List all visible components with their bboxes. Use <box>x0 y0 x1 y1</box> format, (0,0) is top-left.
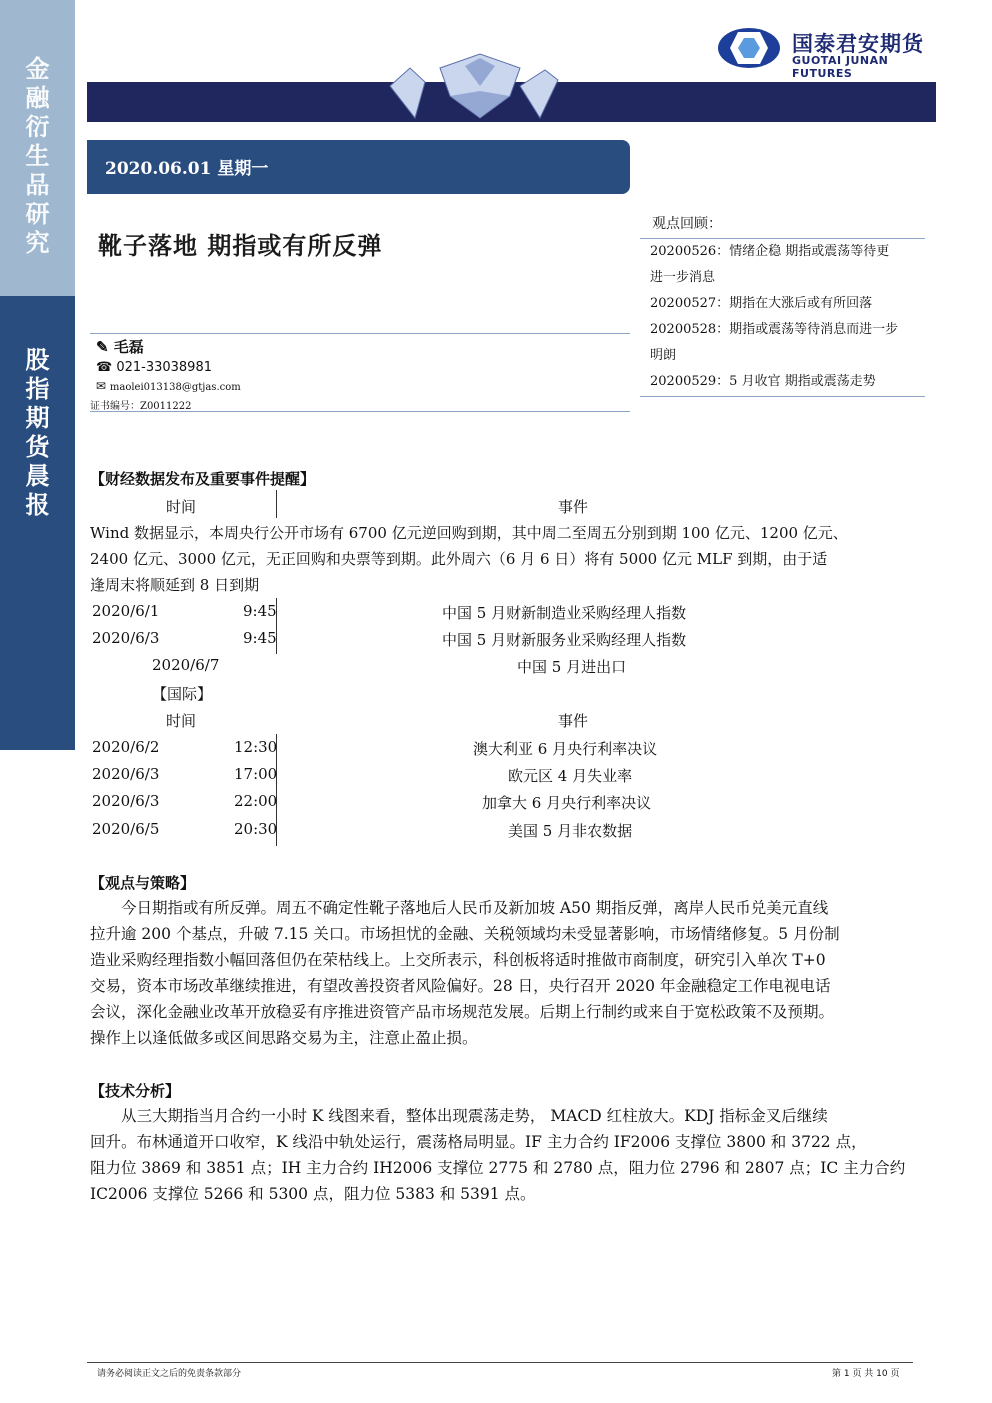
review-item: 进一步消息 <box>650 270 716 285</box>
strategy-line: 造业采购经理指数小幅回落但仍在荣枯线上。上交所表示，科创板将适时推做市商制度，研究引入单次 T+0 <box>90 951 826 969</box>
diamond-decoration-icon <box>370 46 570 126</box>
event-name: 欧元区 4 月失业率 <box>508 767 633 785</box>
event-name: 美国 5 月非农数据 <box>508 822 633 840</box>
technical-paragraph <box>90 1103 912 1207</box>
strategy-line: 操作上以逢低做多或区间思路交易为主，注意止盈止损。 <box>90 1029 478 1047</box>
logo-emblem-icon <box>716 26 782 70</box>
event-date: 2020/6/3 <box>92 629 160 647</box>
author-email-row <box>96 379 241 393</box>
sidebar-char: 金 <box>25 55 50 83</box>
footer-divider <box>87 1362 913 1363</box>
sidebar-char: 究 <box>25 229 50 257</box>
event-date: 2020/6/3 <box>92 765 160 783</box>
author-phone-row <box>96 360 212 375</box>
strategy-line: 交易，资本市场改革继续推进，有望改善投资者风险偏好。28 日，央行召开 2020 年金融稳定工作电视电话 <box>90 977 831 995</box>
sidebar-label-report-type <box>0 346 75 520</box>
event-time: 12:30 <box>234 738 278 756</box>
technical-line: 回升。布林通道开口收窄，K 线沿中轨处运行，震荡格局明显。IF 主力合约 IF2006 支撑位 3800 和 3722 点， <box>90 1133 867 1151</box>
author-email: maolei013138@gtjas.com <box>109 382 241 393</box>
sidebar-label-research <box>0 55 75 258</box>
report-title: 靴子落地 期指或有所反弹 <box>98 231 383 260</box>
date-banner <box>87 140 630 194</box>
logo-text-en: GUOTAI JUNAN FUTURES <box>792 54 889 80</box>
review-divider <box>640 396 925 397</box>
sidebar-char: 指 <box>25 375 50 403</box>
review-item: 明朗 <box>650 348 677 363</box>
technical-line: 阻力位 3869 和 3851 点；IH 主力合约 IH2006 支撑位 2775 和 2780 点，阻力位 2796 和 2807 点；IC 主力合约 <box>90 1159 906 1177</box>
strategy-line: 拉升逾 200 个基点，升破 7.15 关口。市场担忧的金融、关税领域均未受显著影响，市场情绪修复。5 月份制 <box>90 925 840 943</box>
author-divider <box>90 333 630 334</box>
technical-section-title: 【技术分析】 <box>90 1082 181 1100</box>
strategy-line: 今日期指或有所反弹。周五不确定性靴子落地后人民币及新加坡 A50 期指反弹，离岸人民币兑美元直线 <box>90 899 829 917</box>
sidebar-char: 品 <box>25 171 50 199</box>
event-time: 20:30 <box>234 820 278 838</box>
technical-line: IC2006 支撑位 5266 和 5300 点，阻力位 5383 和 5391 点。 <box>90 1185 536 1203</box>
event-date: 2020/6/5 <box>92 820 160 838</box>
events-intro-line: 逢周末将顺延到 8 日到期 <box>90 576 260 594</box>
event-date: 2020/6/3 <box>92 792 160 810</box>
event-name: 中国 5 月财新服务业采购经理人指数 <box>442 631 687 649</box>
events-intro-line: Wind 数据显示，本周央行公开市场有 6700 亿元逆回购到期，其中周二至周五分别到期 100 亿元、1200 亿元、 <box>90 524 848 542</box>
events-col-event: 事件 <box>558 498 589 516</box>
review-title: 观点回顾： <box>652 216 722 232</box>
event-date: 2020/6/7 <box>152 656 220 674</box>
pen-icon: ✎ <box>96 338 114 356</box>
phone-icon: ☎ <box>96 360 117 375</box>
sidebar-char: 股 <box>25 346 50 374</box>
table-divider <box>276 490 277 518</box>
event-time: 9:45 <box>243 602 277 620</box>
events-intro-line: 2400 亿元、3000 亿元，无正回购和央票等到期。此外周六（6 月 6 日）将有 5000 亿元 MLF 到期，由于适 <box>90 550 828 568</box>
author-divider <box>90 411 630 412</box>
sidebar-char: 报 <box>25 491 50 519</box>
events-section-title: 【财经数据发布及重要事件提醒】 <box>90 470 316 488</box>
company-logo <box>716 26 931 80</box>
review-item: 20200528：期指或震荡等待消息而进一步 <box>650 322 899 337</box>
review-item: 20200527：期指在大涨后或有所回落 <box>650 296 873 311</box>
sidebar-char: 研 <box>25 200 50 228</box>
event-name: 中国 5 月进出口 <box>517 658 627 676</box>
intl-col-event: 事件 <box>558 712 589 730</box>
sidebar-char: 生 <box>25 142 50 170</box>
logo-text-cn: 国泰君安期货 <box>792 32 924 56</box>
sidebar-char: 晨 <box>25 462 50 490</box>
event-time: 22:00 <box>234 792 278 810</box>
event-name: 加拿大 6 月央行利率决议 <box>482 794 652 812</box>
review-item: 20200526：情绪企稳 期指或震荡等待更 <box>650 244 890 259</box>
event-time: 9:45 <box>243 629 277 647</box>
author-cert: 证书编号：Z0011222 <box>90 401 192 412</box>
author-phone: 021-33038981 <box>116 360 212 375</box>
sidebar-char: 期 <box>25 404 50 432</box>
footer-page-number: 第 1 页 共 10 页 <box>832 1369 900 1379</box>
strategy-section-title: 【观点与策略】 <box>90 874 196 892</box>
strategy-line: 会议，深化金融业改革开放稳妥有序推进资管产品市场规范发展。后期上行制约或来自于宽松政策不及预期。 <box>90 1003 835 1021</box>
author-name-row <box>96 336 144 357</box>
author-name: 毛磊 <box>113 338 144 356</box>
event-date: 2020/6/1 <box>92 602 160 620</box>
sidebar-char: 融 <box>25 84 50 112</box>
strategy-paragraph <box>90 895 912 1051</box>
email-icon: ✉ <box>96 379 110 393</box>
event-date: 2020/6/2 <box>92 738 160 756</box>
sidebar-char: 衍 <box>25 113 50 141</box>
event-time: 17:00 <box>234 765 278 783</box>
review-item: 20200529：5 月收官 期指或震荡走势 <box>650 374 876 389</box>
intl-col-time: 时间 <box>166 712 197 730</box>
sidebar-char: 货 <box>25 433 50 461</box>
event-name: 中国 5 月财新制造业采购经理人指数 <box>442 604 687 622</box>
technical-line: 从三大期指当月合约一小时 K 线图来看，整体出现震荡走势， MACD 红柱放大。KDJ 指标金叉后继续 <box>90 1107 828 1125</box>
intl-subtitle: 【国际】 <box>152 685 213 703</box>
footer-disclaimer: 请务必阅读正文之后的免责条款部分 <box>97 1369 242 1379</box>
report-date: 2020.06.01 星期一 <box>105 159 269 179</box>
event-name: 澳大利亚 6 月央行利率决议 <box>473 740 658 758</box>
events-col-time: 时间 <box>166 498 197 516</box>
